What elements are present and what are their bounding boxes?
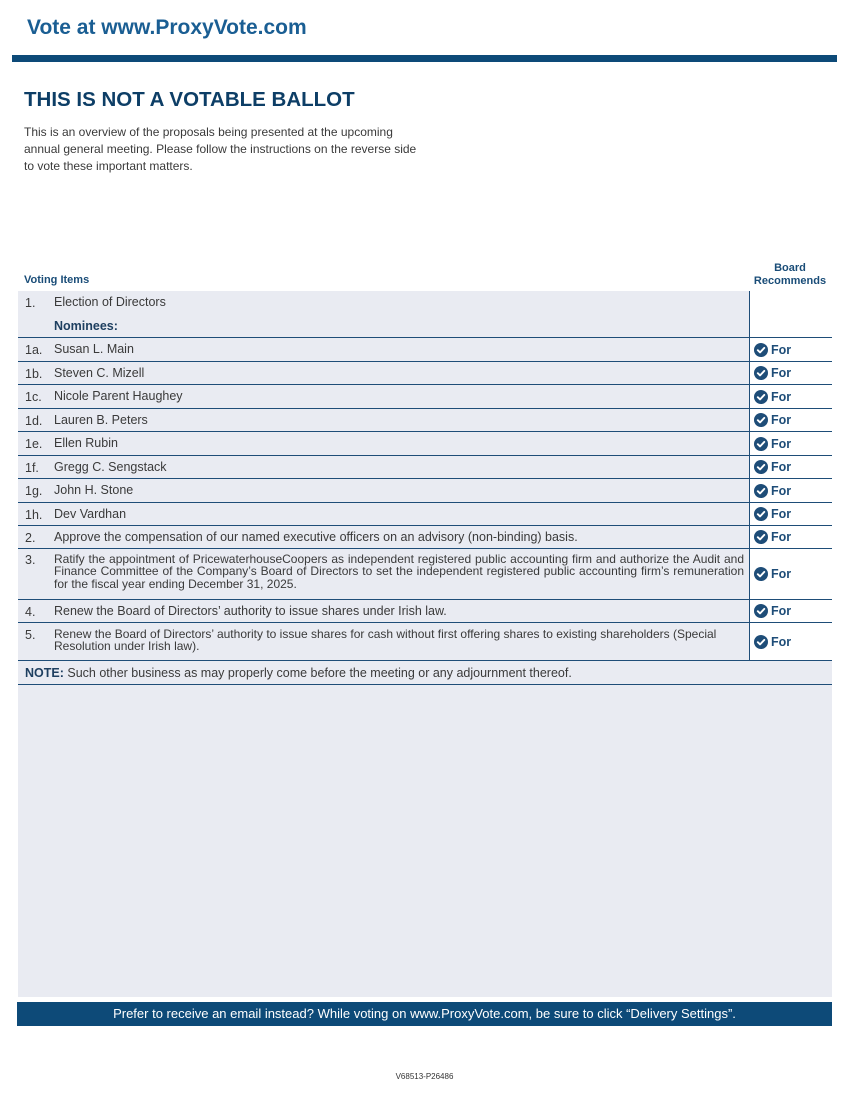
item-number: 4. xyxy=(25,605,36,619)
item-number: 1a. xyxy=(25,343,43,357)
voting-items-header: Voting Items xyxy=(24,274,90,286)
recommendation-for: For xyxy=(771,366,792,380)
check-circle-icon xyxy=(754,635,768,649)
recommendation-cell xyxy=(749,409,832,431)
item-number: 1. xyxy=(25,296,36,310)
recommendation-for: For xyxy=(771,483,792,498)
check-circle-icon xyxy=(754,567,768,581)
recommendation-cell xyxy=(749,503,832,525)
delivery-settings-banner: Prefer to receive an email instead? While voting on www.ProxyVote.com, be sure to click “Delivery Settings”. xyxy=(17,1002,832,1026)
item-text: Nicole Parent Haughey xyxy=(54,389,183,403)
recommendation-cell xyxy=(749,385,832,408)
header-divider xyxy=(12,55,837,62)
table-row xyxy=(18,549,832,600)
item-text: Ellen Rubin xyxy=(54,436,118,450)
table-row xyxy=(18,409,832,432)
item-text: Gregg C. Sengstack xyxy=(54,460,167,474)
item-number: 1h. xyxy=(25,508,43,522)
item-text: Election of Directors xyxy=(54,295,166,309)
item-text: Renew the Board of Directors’ authority to issue shares for cash without first offering shares to existing shareholders (Special Resolution under Irish law). xyxy=(54,627,717,654)
recommendation-cell xyxy=(749,362,832,384)
recommendation-cell xyxy=(749,291,832,314)
item-text: Lauren B. Peters xyxy=(54,413,148,427)
table-row xyxy=(18,314,832,338)
table-row xyxy=(18,362,832,385)
item-text: Renew the Board of Directors’ authority to issue shares under Irish law. xyxy=(54,604,447,618)
item-number: 1e. xyxy=(25,437,43,451)
table-row xyxy=(18,385,832,409)
table-row xyxy=(18,526,832,549)
item-text: Approve the compensation of our named executive officers on an advisory (non-binding) basis. xyxy=(54,530,578,544)
recommendation-cell xyxy=(749,549,832,599)
item-number: 5. xyxy=(25,628,36,642)
board-recommends-header xyxy=(748,262,832,288)
table-row xyxy=(18,623,832,661)
note-label: NOTE: xyxy=(25,666,64,680)
recommendation-for: For xyxy=(771,604,792,618)
check-circle-icon xyxy=(754,343,768,357)
table-row xyxy=(18,338,832,362)
table-row xyxy=(18,291,832,314)
item-text: Steven C. Mizell xyxy=(54,366,145,380)
recommendation-cell xyxy=(749,432,832,455)
item-number: 3. xyxy=(25,553,36,567)
recommendation-for: For xyxy=(771,389,792,404)
recommendation-for: For xyxy=(771,507,792,521)
item-number: 1f. xyxy=(25,461,39,475)
recommendation-for: For xyxy=(771,460,792,474)
recommendation-cell xyxy=(749,526,832,548)
table-row xyxy=(18,432,832,456)
board-recommends-label: Board Recommends xyxy=(753,262,827,288)
check-circle-icon xyxy=(754,460,768,474)
document-code: V68513-P26486 xyxy=(395,1072,454,1081)
recommendation-cell xyxy=(749,338,832,361)
item-text: Susan L. Main xyxy=(54,342,134,356)
check-circle-icon xyxy=(754,604,768,618)
item-text: Dev Vardhan xyxy=(54,507,127,521)
check-circle-icon xyxy=(754,390,768,404)
recommendation-for: For xyxy=(771,436,792,451)
table-row xyxy=(18,456,832,479)
check-circle-icon xyxy=(754,413,768,427)
item-number: 1g. xyxy=(25,484,43,498)
check-circle-icon xyxy=(754,437,768,451)
check-circle-icon xyxy=(754,530,768,544)
check-circle-icon xyxy=(754,366,768,380)
table-row xyxy=(18,479,832,503)
proxyvote-link[interactable]: Vote at www.ProxyVote.com xyxy=(27,16,307,39)
item-text: John H. Stone xyxy=(54,483,134,497)
check-circle-icon xyxy=(754,484,768,498)
voting-items-table xyxy=(18,291,832,997)
recommendation-cell xyxy=(749,479,832,502)
item-number: 1b. xyxy=(25,367,43,381)
recommendation-for: For xyxy=(771,567,792,581)
recommendation-for: For xyxy=(771,342,792,357)
note-row xyxy=(18,661,832,685)
table-row xyxy=(18,503,832,526)
item-number: 1c. xyxy=(25,390,42,404)
recommendation-cell xyxy=(749,456,832,478)
recommendation-cell xyxy=(749,314,832,337)
page-title: THIS IS NOT A VOTABLE BALLOT xyxy=(24,88,355,111)
recommendation-for: For xyxy=(771,413,792,427)
recommendation-for: For xyxy=(771,530,792,544)
note-body: Such other business as may properly come before the meeting or any adjournment thereof. xyxy=(67,666,572,680)
recommendation-cell xyxy=(749,600,832,622)
item-text: Ratify the appointment of PricewaterhouseCoopers as independent registered public accounting firm and authorize the Audit and Finance Committee of the Company’s Board of Directors to set the independent registered public accounting firm’s remuneration for the fiscal year ending December 31, 2025. xyxy=(54,552,744,591)
item-number: 1d. xyxy=(25,414,43,428)
note-text xyxy=(25,666,572,680)
item-number: 2. xyxy=(25,531,36,545)
nominees-label: Nominees: xyxy=(54,319,118,333)
check-circle-icon xyxy=(754,507,768,521)
recommendation-cell xyxy=(749,623,832,660)
intro-text: This is an overview of the proposals being presented at the upcoming annual general meeting. Please follow the instructions on the reverse side to vote these important matters. xyxy=(24,125,417,174)
table-row xyxy=(18,600,832,623)
recommendation-for: For xyxy=(771,634,792,649)
